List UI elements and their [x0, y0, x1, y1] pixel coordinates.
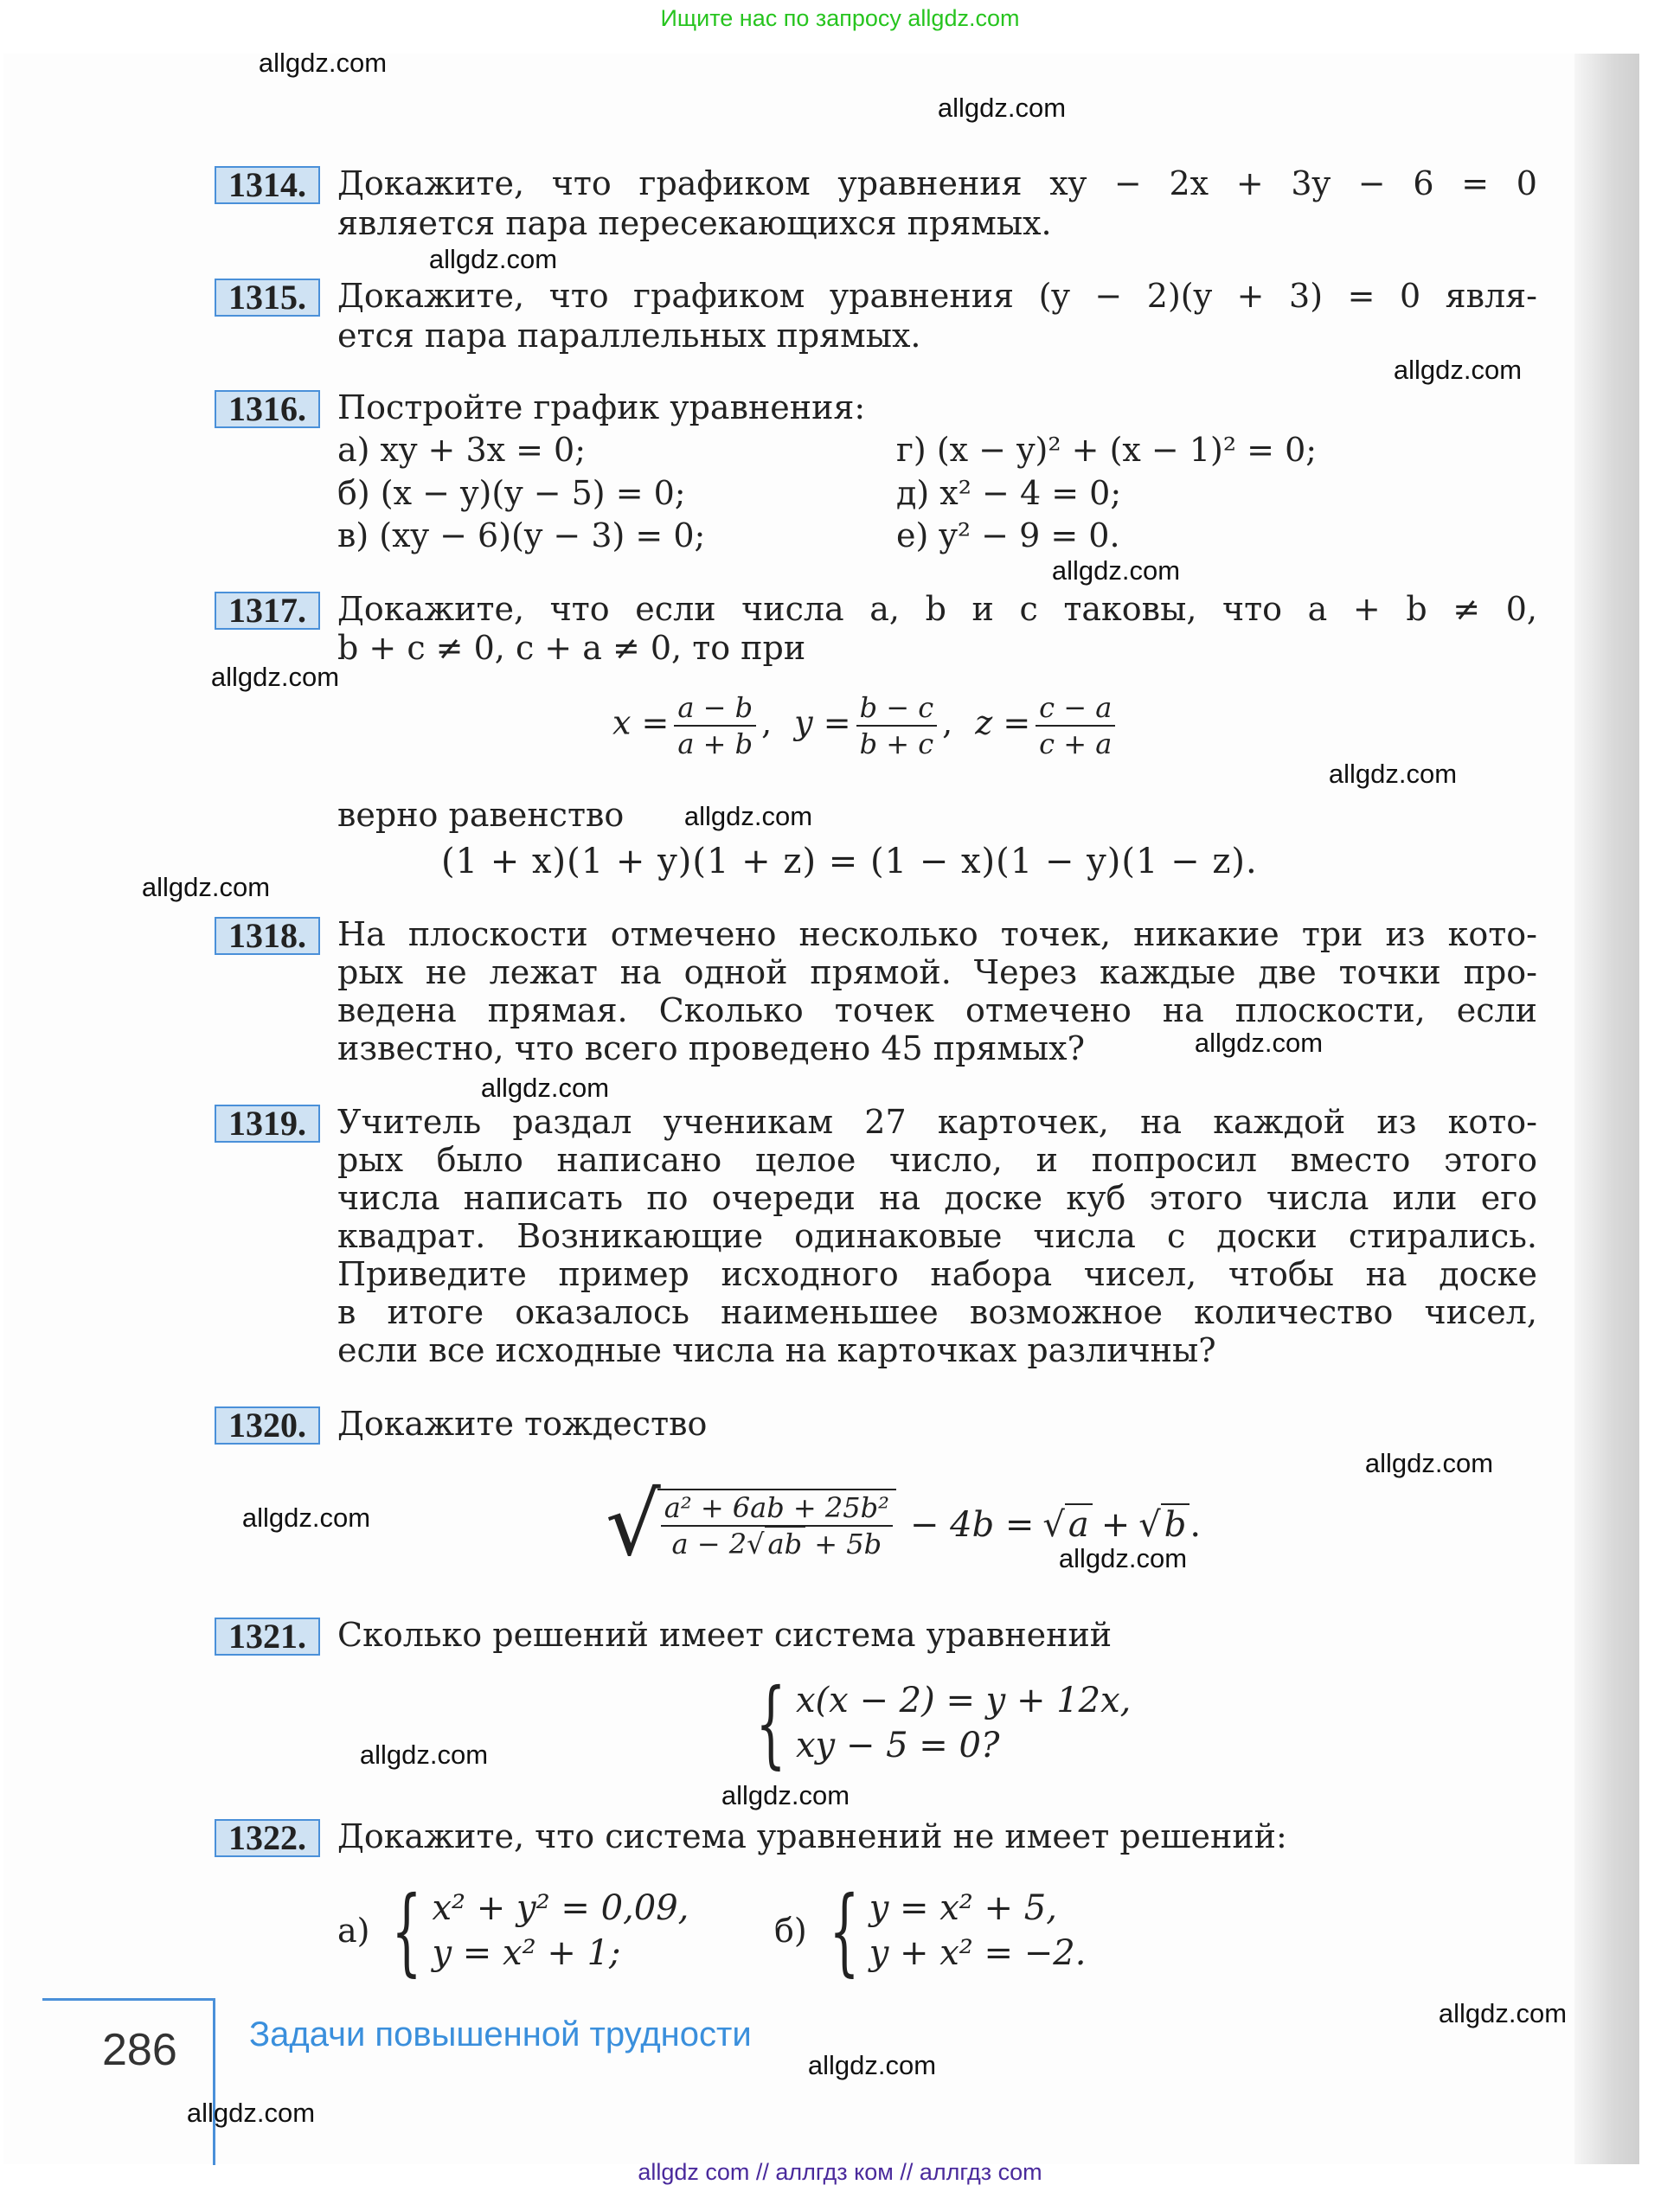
item-g: г) (x − y)² + (x − 1)² = 0;: [896, 431, 1318, 469]
problem-1319-line: числа написать по очереди на доске куб этого числа или его: [337, 1179, 1537, 1217]
brace: {: [391, 1875, 422, 1986]
eq: xy − 5 = 0?: [796, 1726, 1000, 1765]
watermark[interactable]: allgdz.com: [683, 801, 813, 831]
item-v: в) (xy − 6)(y − 3) = 0;: [337, 516, 706, 554]
item-a: а) xy + 3x = 0;: [337, 431, 587, 469]
problem-number-1320: 1320.: [215, 1406, 320, 1445]
problem-1322-line: Докажите, что система уравнений не имеет решений:: [337, 1817, 1287, 1855]
den-part: a − 2: [671, 1528, 747, 1560]
watermark[interactable]: allgdz.com: [258, 48, 388, 78]
item-b: б) (x − y)(y − 5) = 0;: [337, 474, 686, 512]
watermark[interactable]: allgdz.com: [359, 1739, 489, 1770]
watermark[interactable]: allgdz.com: [428, 244, 558, 274]
label: б): [774, 1912, 807, 1950]
numerator: c − a: [1036, 690, 1115, 727]
watermark[interactable]: allgdz.com: [186, 2098, 316, 2128]
fraction: [1036, 690, 1115, 761]
fraction: [674, 690, 756, 761]
problem-number-1319: 1319.: [215, 1105, 320, 1143]
problem-1319-line: Учитель раздал ученикам 27 карточек, на каждой из кото-: [337, 1103, 1537, 1141]
eq: x² + y² = 0,09,: [432, 1888, 689, 1928]
problem-number-1315: 1315.: [215, 279, 320, 317]
system-a: [337, 1875, 689, 1986]
watermark[interactable]: allgdz.com: [210, 662, 340, 692]
eq: y + x² = −2.: [869, 1933, 1087, 1973]
denominator: c + a: [1039, 727, 1113, 760]
frac-lhs: z =: [975, 703, 1031, 742]
numerator: b − c: [856, 690, 938, 727]
problem-1318-line: известно, что всего проведено 45 прямых?: [337, 1029, 1085, 1067]
top-banner[interactable]: Ищите нас по запросу allgdz.com: [660, 5, 1020, 31]
sep: ,: [942, 703, 953, 742]
watermark[interactable]: allgdz.com: [1051, 555, 1181, 586]
system-b: [774, 1875, 1087, 1986]
watermark[interactable]: allgdz.com: [1328, 759, 1458, 789]
problem-1317-line: b + c ≠ 0, c + a ≠ 0, то при: [337, 629, 806, 667]
fraction-definitions: [612, 690, 1120, 761]
problem-1317-line: Докажите, что если числа a, b и c таковы, что a + b ≠ 0,: [337, 590, 1537, 628]
watermark[interactable]: allgdz.com: [1364, 1448, 1494, 1478]
problem-1314-line: является пара пересекающихся прямых.: [337, 204, 1052, 242]
section-title: Задачи повышенной трудности: [249, 2015, 752, 2053]
page-spine-shadow: [1574, 54, 1639, 2164]
watermark[interactable]: allgdz.com: [1058, 1543, 1188, 1573]
problem-number-1317: 1317.: [215, 592, 320, 630]
equation: (1 + x)(1 + y)(1 + z) = (1 − x)(1 − y)(1 − z).: [441, 842, 1258, 881]
problem-1319-line: квадрат. Возникающие одинаковые числа с доски стирались.: [337, 1217, 1537, 1255]
eq: x(x − 2) = y + 12x,: [796, 1681, 1132, 1720]
problem-1319-line: рых было написано целое число, и попросил вместо этого: [337, 1141, 1537, 1179]
problem-number-1316: 1316.: [215, 390, 320, 428]
problem-1318-line: рых не лежат на одной прямой. Через каждые две точки про-: [337, 953, 1537, 991]
page-number: 286: [102, 2025, 177, 2075]
problem-1320-line: Докажите тождество: [337, 1405, 708, 1443]
rhs-b: b: [1161, 1503, 1190, 1545]
system-1321: [746, 1668, 1132, 1778]
problem-1319-line: Приведите пример исходного набора чисел, чтобы на доске: [337, 1255, 1537, 1293]
frac-lhs: x =: [612, 703, 670, 742]
radicand-fraction: [657, 1489, 896, 1561]
label: а): [337, 1912, 370, 1950]
den-sqrt: ab: [765, 1526, 806, 1560]
problem-number-1314: 1314.: [215, 166, 320, 204]
eq: y = x² + 1;: [432, 1933, 621, 1973]
watermark[interactable]: allgdz.com: [1438, 1998, 1568, 2028]
den-part: + 5b: [814, 1528, 882, 1560]
problem-1315-line: Докажите, что графиком уравнения (y − 2)(y + 3) = 0 явля-: [337, 277, 1537, 315]
problem-1318-line: На плоскости отмечено несколько точек, никакие три из кото-: [337, 915, 1537, 953]
problem-1319-line: если все исходные числа на карточках различны?: [337, 1331, 1216, 1369]
watermark[interactable]: allgdz.com: [241, 1502, 371, 1533]
watermark[interactable]: allgdz.com: [1194, 1028, 1324, 1058]
denominator: b + c: [859, 727, 934, 760]
item-e: е) y² − 9 = 0.: [896, 516, 1120, 554]
plus: +: [1100, 1505, 1131, 1545]
bottom-banner[interactable]: allgdz com // аллгдз ком // аллгдз com: [638, 2159, 1042, 2185]
watermark[interactable]: allgdz.com: [807, 2050, 937, 2080]
sqrt-b: √ b: [1138, 1506, 1189, 1544]
identity-rest: − 4b =: [909, 1505, 1035, 1545]
brace: {: [829, 1875, 860, 1986]
problem-1318-line: ведена прямая. Сколько точек отмечено на плоскости, если: [337, 991, 1537, 1029]
eq: y = x² + 5,: [869, 1888, 1057, 1928]
watermark[interactable]: allgdz.com: [480, 1073, 610, 1103]
sqrt-a: √ a: [1042, 1506, 1092, 1544]
watermark[interactable]: allgdz.com: [141, 872, 271, 902]
brace: {: [755, 1668, 786, 1778]
watermark[interactable]: allgdz.com: [937, 93, 1067, 123]
sep: ,: [761, 703, 773, 742]
item-d: д) x² − 4 = 0;: [896, 474, 1122, 512]
problem-1321-line: Сколько решений имеет система уравнений: [337, 1616, 1113, 1654]
denominator: a + b: [677, 727, 753, 760]
denominator: a − 2√ ab + 5b: [671, 1528, 882, 1560]
problem-1316-line: Постройте график уравнения:: [337, 388, 866, 426]
frac-lhs: y =: [794, 703, 851, 742]
rhs-a: a: [1065, 1503, 1093, 1545]
sqrt-sign: √: [606, 1474, 661, 1575]
problem-1315-line: ется пара параллельных прямых.: [337, 317, 921, 355]
numerator: a − b: [674, 690, 756, 727]
problem-number-1318: 1318.: [215, 917, 320, 955]
watermark[interactable]: allgdz.com: [721, 1780, 850, 1810]
numerator: a² + 6ab + 25b²: [661, 1490, 893, 1527]
page-number-frame: [42, 1998, 215, 2165]
problem-number-1321: 1321.: [215, 1618, 320, 1656]
period: .: [1189, 1505, 1202, 1545]
problem-1317-line: верно равенство: [337, 796, 625, 834]
problem-1319-line: в итоге оказалось наименьшее возможное количество чисел,: [337, 1293, 1537, 1331]
problem-1314-line: Докажите, что графиком уравнения xy − 2x + 3y − 6 = 0: [337, 164, 1537, 202]
fraction: [856, 690, 938, 761]
watermark[interactable]: allgdz.com: [1393, 355, 1523, 385]
problem-number-1322: 1322.: [215, 1819, 320, 1857]
